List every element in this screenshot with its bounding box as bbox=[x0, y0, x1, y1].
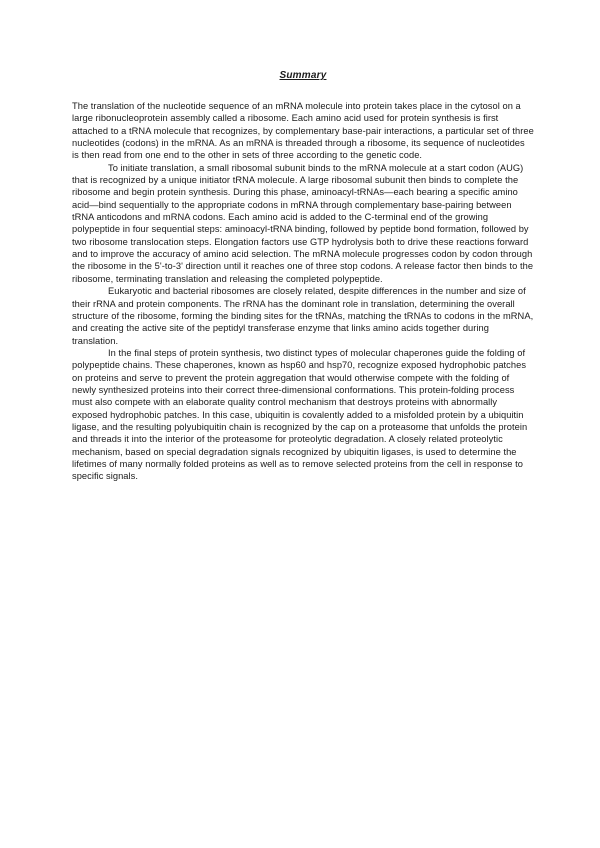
paragraph-initiation: To initiate translation, a small ribosomal subunit binds to the mRNA molecule at a start codon (AUG) that is recognized by a unique initiator tRNA molecule. A large ribosomal subunit then binds to complete the ribosome and begin protein synthesis. During this phase, aminoacyl-tRNAs—each bearing a specific amino acid—bind sequentially to the appropriate codons in mRNA through complementary base-pairing between tRNA anticodons and mRNA codons. Each amino acid is added to the C-terminal end of the growing polypeptide in four sequential steps: aminoacyl-tRNA binding, followed by peptide bond formation, followed by two ribosome translocation steps. Elongation factors use GTP hydrolysis both to drive these reactions forward and to improve the accuracy of amino acid selection. The mRNA molecule progresses codon by codon through the ribosome in the 5'-to-3' direction until it reaches one of three stop codons. A release factor then binds to the ribosome, terminating translation and releasing the completed polypeptide. bbox=[72, 162, 534, 284]
document-page bbox=[72, 70, 534, 483]
paragraph-ribosomes: Eukaryotic and bacterial ribosomes are closely related, despite differences in the number and size of their rRNA and protein components. The rRNA has the dominant role in translation, determining the overall structure of the ribosome, forming the binding sites for the tRNAs, matching the tRNAs to codons in the mRNA, and creating the active site of the peptidyl transferase enzyme that links amino acids together during translation. bbox=[72, 286, 534, 346]
paragraph-chaperones: In the final steps of protein synthesis, two distinct types of molecular chaperones guide the folding of polypeptide chains. These chaperones, known as hsp60 and hsp70, recognize exposed hydrophobic patches on proteins and serve to prevent the protein aggregation that would otherwise compete with the folding of newly synthesized proteins into their correct three-dimensional conformations. This protein-folding process must also compete with an elaborate quality control mechanism that destroys proteins with abnormally exposed hydrophobic patches. In this case, ubiquitin is covalently added to a misfolded protein by a ubiquitin ligase, and the resulting polyubiquitin chain is recognized by the cap on a proteasome that unfolds the protein and threads it into the interior of the proteasome for proteolytic degradation. A closely related proteolytic mechanism, based on special degradation signals recognized by ubiquitin ligases, is used to determine the lifetimes of many normally folded proteins as well as to remove selected proteins from the cell in response to specific signals. bbox=[72, 347, 528, 482]
paragraph-translation-overview: The translation of the nucleotide sequence of an mRNA molecule into protein takes place in the cytosol on a large ribonucleoprotein assembly called a ribosome. Each amino acid used for protein synthesis is first attached to a tRNA molecule that recognizes, by complementary base-pair interactions, a particular set of three nucleotides (codons) in the mRNA. As an mRNA is threaded through a ribosome, its sequence of nucleotides is then read from one end to the other in sets of three according to the genetic code. bbox=[72, 101, 534, 161]
page-title: Summary bbox=[279, 70, 327, 81]
